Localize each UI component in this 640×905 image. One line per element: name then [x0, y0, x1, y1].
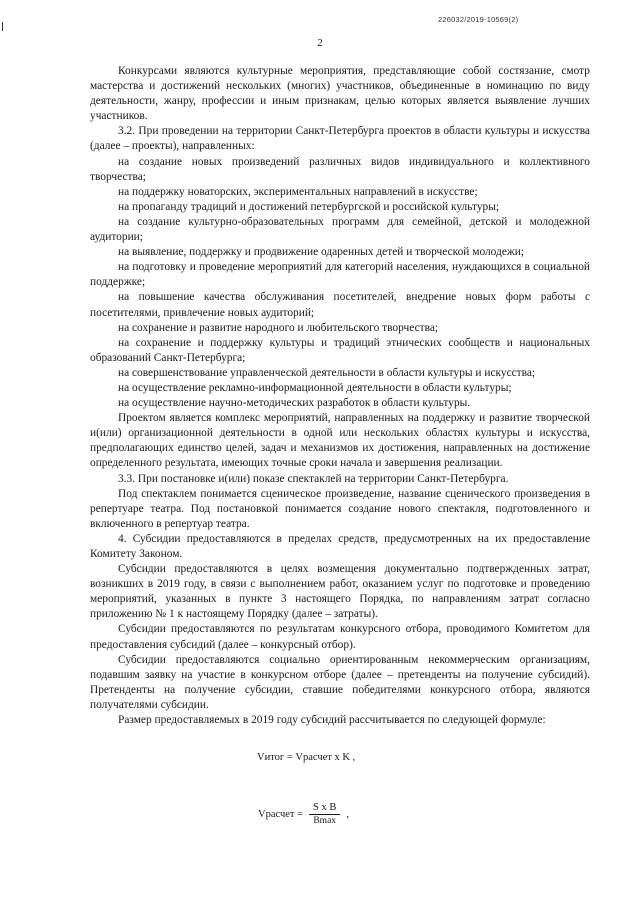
- paragraph: на выявление, поддержку и продвижение одаренных детей и творческой молодежи;: [118, 246, 525, 259]
- paragraph: на сохранение и поддержку культуры и традиций этнических сообществ и национальных образований Санкт-Петербурга;: [90, 336, 590, 364]
- paragraph: на создание культурно-образовательных программ для семейной, детской и молодежной аудитории;: [90, 215, 590, 244]
- paragraph: на подготовку и проведение мероприятий для категорий населения, нуждающихся в социальной поддержке;: [90, 261, 590, 289]
- paragraph: Субсидии предоставляются социально ориентированным некоммерческим организациям, подавшим заявку на участие в конкурсном отборе (далее – претенденты на получение субсидий). Претенденты на получение субсидии, ставшие победителями конкурсного отбора, являются получателями субсидии.: [90, 653, 590, 711]
- paragraph: Проектом является комплекс мероприятий, направленных на поддержку и развитие творческой и(или) организационной деятельности в одной или нескольких областях культуры и искусства, предполагающих единство целей, задач и механизмов их достижения, направленных на достижение определенного результата, имеющих точные сроки начала и завершения реализации.: [90, 412, 590, 470]
- paragraph: Под спектаклем понимается сценическое произведение, название сценического произведения в репертуаре театра. Под постановкой понимается создание нового спектакля, подготовленного и включенного в репертуар театра.: [90, 487, 590, 530]
- page-number: 2: [317, 37, 323, 49]
- document-number: 226032/2019-10569(2): [438, 15, 519, 24]
- formula-numerator: S x B: [309, 802, 340, 815]
- paragraph: 3.3. При постановке и(или) показе спектаклей на территории Санкт-Петербурга.: [118, 472, 509, 485]
- paragraph: на поддержку новаторских, экспериментальных направлений в искусстве;: [118, 185, 478, 198]
- formula-lhs: Vрасчет =: [258, 808, 304, 820]
- paragraph: Размер предоставляемых в 2019 году субсидий рассчитывается по следующей формуле:: [118, 714, 546, 727]
- formula-fraction: [309, 802, 340, 826]
- paragraph: Конкурсами являются культурные мероприятия, представляющие собой состязание, смотр мастерства и достижений нескольких (многих) участников, объединенные в номинацию по виду деятельности, жанру, профессии и иным признакам, целью которых является выявление лучших участников.: [90, 65, 590, 123]
- paragraph: на создание новых произведений различных видов индивидуального и коллективного творчества;: [90, 155, 590, 183]
- paragraph: на сохранение и развитие народного и любительского творчества;: [118, 321, 439, 334]
- paragraph: на осуществление рекламно-информационной деятельности в области культуры;: [118, 381, 512, 394]
- paragraph: 3.2. При проведении на территории Санкт-Петербурга проектов в области культуры и искусства (далее – проекты), направленных:: [90, 125, 590, 153]
- document-body: [90, 64, 590, 728]
- paragraph: Субсидии предоставляются по результатам конкурсного отбора, проводимого Комитетом для предоставления субсидий (далее – конкурсный отбор).: [90, 623, 590, 651]
- paragraph: 4. Субсидии предоставляются в пределах средств, предусмотренных на их предоставление Комитету Законом.: [90, 532, 590, 560]
- formula-denominator: Bmax: [313, 816, 337, 826]
- formula-total: Vитог = Vрасчет x K ,: [257, 752, 356, 763]
- paragraph: на пропаганду традиций и достижений петербургской и российской культуры;: [118, 200, 500, 213]
- paragraph: на совершенствование управленческой деятельности в области культуры и искусства;: [118, 366, 536, 379]
- paragraph: на повышение качества обслуживания посетителей, внедрение новых форм работы с посетителями, привлечение новых аудиторий;: [90, 291, 590, 319]
- paragraph: Субсидии предоставляются в целях возмещения документально подтвержденных затрат, возникших в 2019 году, в связи с выполнением работ, оказанием услуг по подготовке и проведению мероприятий, указанных в пункте 3 настоящего Порядка, по направлениям затрат согласно приложению № 1 к настоящему Порядку (далее – затраты).: [90, 563, 590, 621]
- formula-trail: ,: [346, 808, 349, 820]
- paragraph: на осуществление научно-методических разработок в области культуры.: [118, 397, 471, 410]
- formula-calculated: [258, 802, 349, 826]
- scan-edge-mark: [2, 22, 3, 31]
